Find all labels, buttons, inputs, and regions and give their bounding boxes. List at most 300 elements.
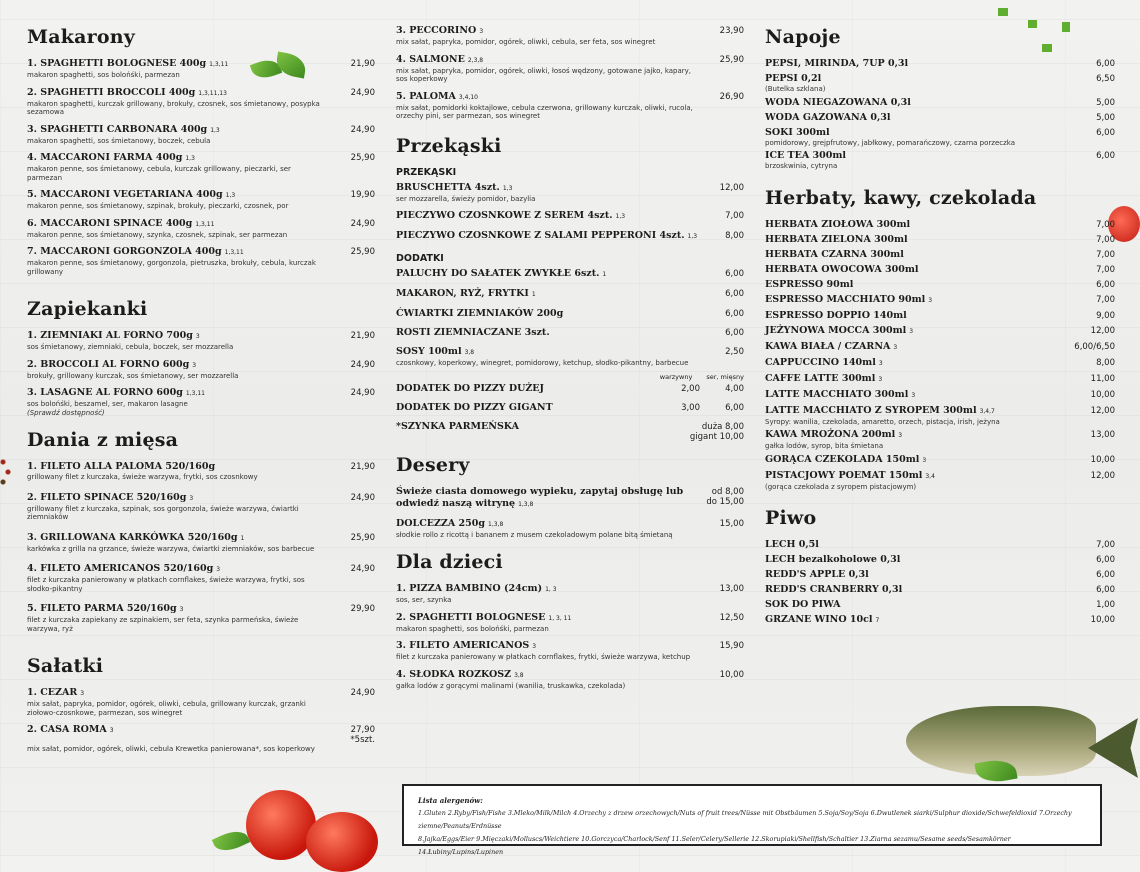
- item-price: [720, 583, 744, 595]
- item-name-text: 1. ZIEMNIAKI AL FORNO 700g: [27, 330, 193, 341]
- item-price: [1091, 614, 1115, 626]
- item-name-text: 2. FILETO SPINACE 520/160g: [27, 491, 187, 503]
- allergen-codes: 1,3,11,13: [198, 89, 227, 97]
- item-name: [765, 294, 932, 307]
- item-description: makaron spaghetti, sos bolońśki, parmezan: [396, 624, 549, 633]
- price-value: 13,00: [719, 584, 744, 594]
- price-value: 24,90: [350, 388, 375, 398]
- menu-item: [27, 532, 375, 554]
- item-name: [765, 97, 911, 109]
- item-price: [351, 58, 375, 70]
- herbaty-list: [765, 219, 1115, 492]
- item-price: [1091, 389, 1115, 401]
- price-value: 26,90: [719, 91, 744, 102]
- item-price: [351, 387, 375, 399]
- item-name: [765, 554, 900, 566]
- item-description: makaron penne, sos śmietanowy, szpinak, brokuły, pieczarki, czosnek, por: [27, 202, 289, 210]
- allergen-codes: 3,8: [464, 349, 475, 356]
- allergen-codes: 1,3: [502, 184, 513, 192]
- menu-item: [396, 486, 744, 511]
- price-value: 10,00: [719, 669, 744, 680]
- item-name: [765, 470, 935, 483]
- price-value: 27,90: [350, 725, 375, 735]
- menu-item: [396, 54, 744, 84]
- price-value: 15,90: [719, 641, 744, 651]
- menu-item: [396, 583, 744, 605]
- item-name: [396, 612, 571, 625]
- item-price: [1096, 127, 1115, 139]
- price-value: 11,00: [1090, 373, 1115, 384]
- tomatoes-decoration: [212, 782, 387, 856]
- item-price: [725, 210, 744, 222]
- allergen-codes: 3,4,10: [458, 93, 478, 101]
- price-value: 7,00: [1096, 219, 1115, 230]
- item-name-text: SOK DO PIWA: [765, 599, 841, 610]
- price-value: 6,00: [1096, 279, 1115, 290]
- menu-item: [765, 249, 1115, 261]
- price-value: od 8,00: [711, 486, 744, 497]
- item-name: [765, 58, 908, 70]
- item-description: mix sałat, papryka, pomidor, ogórek, oliwki, łosoś wędzony, gotowane jajko, kapary, sos koperkowy: [396, 66, 692, 83]
- price-value: 25,90: [350, 247, 375, 257]
- item-description: (gorąca czekolada z syropem pistacjowym): [765, 482, 917, 491]
- item-description: sos, ser, szynka: [396, 596, 452, 604]
- item-price: [1091, 429, 1115, 441]
- item-name: [27, 359, 196, 372]
- price-value: 9,00: [1096, 310, 1115, 321]
- allergen-codes: 3: [109, 727, 114, 734]
- item-price: [1096, 539, 1115, 551]
- item-description: czosnkowy, koperkowy, winegret, pomidorowy, ketchup, słodko-pikantny, barbecue: [396, 359, 689, 367]
- menu-item: [765, 234, 1115, 246]
- allergen-line-1: 1.Gluten 2.Ryby/Fish/Fishe 3.Mleko/Milk/Milch 4.Orzechy z drzew orzechowych/Nuts of fruit trees/Nüsse mit Obstbäumen 5.Soja/Soy/Soja 6.Dwutlenek siarki/Sulphur dioxide/Schwefeldioxid 7.Orzechy ziemne/Peanuts/Erdnüsse: [418, 809, 1072, 830]
- price-value: 24,90: [350, 492, 375, 503]
- item-name: [396, 518, 503, 531]
- section-title-napoje: Napoje: [765, 26, 841, 48]
- item-name: [765, 454, 926, 467]
- item-price: [351, 87, 375, 99]
- section-title-zapiekanki: Zapiekanki: [27, 298, 148, 320]
- menu-item: [765, 599, 1115, 611]
- allergen-codes: 1: [602, 271, 607, 278]
- section-title-salatki: Sałatki: [27, 655, 104, 677]
- item-price: [1096, 73, 1115, 85]
- item-price: [351, 532, 375, 544]
- item-description: sos bolońśki, beszamel, ser, makaron lasagne: [27, 400, 188, 408]
- allergen-line-2: 8.Jajka/Eggs/Eier 9.Mięczaki/Molluscs/Weichtiere 10.Gorczyca/Charlock/Senf 11.Seler/Celery/Sellerie 12.Skorupiaki/Shellfish/Schaltier 13.Ziarna sezamu/Sesame seeds/Sesamkörner 14.Łubiny/Lupins/Lupinen: [418, 835, 1011, 856]
- menu-item: [396, 612, 744, 634]
- allergen-codes: 1,3,11: [224, 249, 244, 256]
- pizza-add-row: [396, 383, 744, 395]
- item-name: [765, 389, 915, 402]
- item-description: brzoskwinia, cytryna: [765, 162, 838, 170]
- item-name: [27, 87, 227, 100]
- menu-item: [765, 150, 1115, 171]
- price-value: 7,00: [1096, 249, 1115, 260]
- price-value: 25,90: [719, 54, 744, 65]
- price-value: 21,90: [350, 462, 375, 472]
- item-price: [351, 218, 375, 230]
- item-price: [1096, 58, 1115, 70]
- item-name-text: 2. CASA ROMA: [27, 724, 107, 735]
- item-name-text: 5. PALOMA: [396, 90, 456, 102]
- price-value: 8,00: [725, 231, 744, 241]
- price-value: 5,00: [1096, 112, 1115, 123]
- menu-item: [396, 669, 744, 691]
- allergen-codes: 1, 3, 11: [548, 614, 572, 622]
- allergen-codes: 1,3: [185, 155, 195, 162]
- item-name: [765, 599, 841, 611]
- item-price: [1091, 454, 1115, 466]
- menu-item: [765, 264, 1115, 276]
- item-name: [765, 405, 995, 418]
- item-name-text: PISTACJOWY POEMAT 150ml: [765, 469, 923, 481]
- item-description: pomidorowy, grejpfrutowy, jabłkowy, pomarańczowy, czarna porzeczka: [765, 138, 1016, 147]
- piwo-list: [765, 539, 1115, 627]
- menu-item: [27, 387, 375, 417]
- menu-item: [765, 614, 1115, 627]
- price-value: 7,00: [1096, 264, 1115, 275]
- item-name-text: JEŻYNOWA MOCCA 300ml: [765, 324, 907, 336]
- price: 4,00: [725, 383, 744, 394]
- section-title-desery: Desery: [396, 453, 470, 476]
- fish-decoration: [896, 688, 1140, 788]
- item-name: [765, 219, 910, 231]
- menu-item: [765, 325, 1115, 338]
- price-value: 6,00: [725, 309, 744, 319]
- item-price: [1096, 150, 1115, 162]
- item-name-text: HERBATA CZARNA 300ml: [765, 248, 904, 260]
- allergen-codes: 1,3,11: [195, 220, 215, 228]
- price-value: 24,90: [350, 218, 375, 229]
- item-name-text: 4. FILETO AMERICANOS 520/160g: [27, 563, 214, 574]
- item-description: karkówka z grilla na grzance, świeże warzywa, ćwiartki ziemniaków, sos barbecue: [27, 544, 315, 553]
- menu-item: [765, 310, 1115, 322]
- price-value: 5,00: [1096, 97, 1115, 108]
- menu-item: [396, 288, 744, 301]
- item-description: grillowany filet z kurczaka, szpinak, sos gorgonzola, świeże warzywa, ćwiartki ziemniaków: [27, 504, 299, 521]
- item-name-text: 6. MACCARONI SPINACE 400g: [27, 217, 193, 229]
- dania-list: [27, 461, 375, 633]
- item-name-text: HERBATA OWOCOWA 300ml: [765, 263, 919, 275]
- item-price: [351, 189, 375, 201]
- item-name: [765, 73, 821, 85]
- item-name: [27, 124, 220, 137]
- item-name-text: 2. BROCCOLI AL FORNO 600g: [27, 358, 190, 370]
- item-name-text: 3. PECCORINO: [396, 25, 477, 36]
- item-price: [351, 563, 375, 575]
- item-description: mix sałat, papryka, pomidor, ogórek, oliwki, cebula, grillowany kurczak, grzanki ziołowo-czosnkowe, parmezan, sos winegret: [27, 700, 306, 717]
- item-name-text: ROSTI ZIEMNIACZANE 3szt.: [396, 327, 550, 338]
- price: duża 8,00: [701, 421, 744, 432]
- section-title-dania: Dania z mięsa: [27, 429, 179, 451]
- salatki-list-b: [396, 25, 744, 121]
- item-name-text: 3. FILETO AMERICANOS: [396, 640, 530, 651]
- item-name-text: PIECZYWO CZOSNKOWE Z SALAMI PEPPERONI 4szt.: [396, 230, 685, 241]
- item-description: sos śmietanowy, ziemniaki, cebula, boczek, ser mozzarella: [27, 343, 234, 351]
- item-price: [1096, 249, 1115, 261]
- allergen-codes: 3: [878, 375, 883, 383]
- item-name-text: PIECZYWO CZOSNKOWE Z SEREM 4szt.: [396, 210, 613, 221]
- price-value: 6,00: [1096, 151, 1115, 161]
- item-name-text: PALUCHY DO SAŁATEK ZWYKŁE 6szt.: [396, 268, 600, 279]
- item-description: makaron spaghetti, sos bolońśki, parmezan: [27, 71, 180, 79]
- item-description: Syropy: wanilia, czekolada, amaretto, orzech, pistacja, irish, jeżyna: [765, 417, 1000, 426]
- item-name: [765, 429, 902, 442]
- item-name-text: LATTE MACCHIATO 300ml: [765, 388, 909, 400]
- price-value: 12,00: [1090, 405, 1115, 416]
- menu-item: [27, 603, 375, 633]
- price-value: 6,00: [725, 289, 744, 299]
- menu-item: [765, 405, 1115, 427]
- price-value: 6,00: [1096, 585, 1115, 595]
- col-medium-label: ser, mięsny: [706, 372, 744, 381]
- price-value: 6,00: [725, 269, 744, 279]
- menu-item: [396, 210, 744, 223]
- menu-item: [765, 584, 1115, 596]
- item-name: [27, 152, 195, 165]
- item-name-text: GORĄCA CZEKOLADA 150ml: [765, 453, 920, 465]
- allergen-codes: 1: [240, 534, 245, 542]
- price-value: 29,90: [350, 604, 375, 614]
- price-value: 6,00: [1096, 127, 1115, 138]
- item-name-text: ĆWIARTKI ZIEMNIAKÓW 200g: [396, 308, 564, 319]
- item-name: [27, 687, 84, 700]
- salatki-list-a: [27, 687, 375, 754]
- allergen-codes: 1,3: [210, 126, 220, 134]
- pizza-add-name: DODATEK DO PIZZY GIGANT: [396, 401, 553, 413]
- item-note: (Sprawdź dostępność): [27, 408, 105, 417]
- allergen-list: [402, 784, 1102, 856]
- allergen-codes: 3: [893, 343, 898, 351]
- col-small-label: warzywny: [659, 372, 693, 381]
- item-name-text: 1. PIZZA BAMBINO (24cm): [396, 583, 543, 594]
- item-price: [725, 308, 744, 320]
- item-name-text: 2. SPAGHETTI BOLOGNESE: [396, 611, 546, 623]
- menu-item: [765, 454, 1115, 467]
- menu-item: [396, 268, 744, 281]
- item-description: makaron penne, sos śmietanowy, gorgonzola, pietruszka, brokuły, cebula, kurczak grillowany: [27, 259, 316, 276]
- item-price: [725, 268, 744, 280]
- menu-item: [765, 429, 1115, 451]
- pizza-add-row: [396, 402, 744, 414]
- allergen-codes: 3: [192, 361, 197, 369]
- item-description: słodkie rollo z ricottą i bananem z musem czekoladowym polane bitą śmietaną: [396, 530, 673, 539]
- item-name: [396, 210, 625, 223]
- item-price: [1091, 470, 1115, 482]
- item-name-text: MAKARON, RYŻ, FRYTKI: [396, 288, 529, 299]
- price-value: 12,50: [719, 612, 744, 623]
- item-price: [1096, 279, 1115, 291]
- zapiekanki-list: [27, 330, 375, 417]
- item-name: [396, 583, 557, 596]
- menu-item: [27, 124, 375, 146]
- item-name: [765, 112, 891, 124]
- price-value: 10,00: [1090, 454, 1115, 465]
- item-name: [396, 25, 483, 38]
- item-price: [725, 230, 744, 242]
- menu-item: [27, 87, 375, 117]
- menu-item: [27, 687, 375, 717]
- item-name-text: SOKI 300ml: [765, 126, 830, 138]
- item-price: [350, 725, 375, 745]
- column-left: [27, 18, 375, 761]
- item-name-text: 3. SPAGHETTI CARBONARA 400g: [27, 123, 208, 135]
- item-name-text: 5. MACCARONI VEGETARIANA 400g: [27, 189, 223, 200]
- item-name: [396, 288, 536, 301]
- item-name: [27, 603, 184, 616]
- menu-item: [27, 724, 375, 754]
- menu-item: [765, 97, 1115, 109]
- allergen-codes: 1,3,8: [518, 500, 534, 508]
- item-price: [351, 461, 375, 473]
- item-price: [1091, 405, 1115, 417]
- allergen-codes: 3: [922, 456, 927, 464]
- item-name: [27, 189, 235, 202]
- price-value: 12,00: [719, 182, 744, 193]
- item-name: [396, 268, 606, 281]
- menu-item: [765, 554, 1115, 566]
- item-price: [351, 246, 375, 258]
- item-price: [720, 640, 744, 652]
- item-description: gałka lodów, syrop, bita śmietana: [765, 442, 884, 450]
- item-price: [720, 91, 744, 103]
- item-name-text: KAWA BIAŁA / CZARNA: [765, 340, 891, 352]
- item-name: [27, 330, 200, 343]
- item-name-text: DOLCEZZA 250g: [396, 517, 486, 529]
- item-price: [1091, 325, 1115, 337]
- item-price: [351, 492, 375, 504]
- section-title-przekaski: Przekąski: [396, 134, 502, 157]
- item-price: [1096, 112, 1115, 124]
- column-middle: [396, 25, 744, 697]
- desery-list: [396, 486, 744, 540]
- price-value: 6,00: [1096, 570, 1115, 580]
- item-description: makaron spaghetti, kurczak grillowany, brokuły, czosnek, sos śmietanowy, posypka sezamowa: [27, 99, 320, 116]
- price: 2,00: [681, 383, 700, 394]
- menu-item: [27, 218, 375, 240]
- menu-item: [396, 518, 744, 540]
- item-price: [720, 612, 744, 624]
- price-value: 6,00: [1096, 555, 1115, 565]
- menu-item: [396, 25, 744, 47]
- item-price: [1096, 234, 1115, 246]
- menu-item: [396, 346, 744, 368]
- menu-item: [765, 357, 1115, 370]
- price-value: 24,90: [350, 124, 375, 135]
- item-price: [1096, 584, 1115, 596]
- pepper-decoration: [0, 458, 12, 488]
- item-description: makaron penne, sos śmietanowy, szynka, czosnek, szpinak, ser parmezan: [27, 230, 288, 239]
- item-price: [351, 152, 375, 164]
- item-description: filet z kurczaka panierowany w płatkach cornflakes, frytki, świeże warzywa, ketchup: [396, 653, 691, 661]
- menu-item: [765, 341, 1115, 354]
- item-name-text: ESPRESSO 90ml: [765, 278, 854, 290]
- item-name: [765, 357, 883, 370]
- price: gigant 10,00: [689, 431, 744, 442]
- allergen-codes: 1, 3: [545, 586, 557, 593]
- item-name-text: LECH 0,5l: [765, 539, 819, 550]
- item-name-text: CAFFE LATTE 300ml: [765, 372, 876, 384]
- item-name: [765, 264, 919, 276]
- item-name: [396, 486, 706, 511]
- item-name-text: 1. CEZAR: [27, 687, 78, 698]
- menu-item: [396, 327, 744, 339]
- menu-item: [765, 73, 1115, 94]
- item-price: [351, 359, 375, 371]
- price-value: 10,00: [1090, 389, 1115, 400]
- menu-item: [765, 569, 1115, 581]
- price-value: 6,50: [1096, 74, 1115, 84]
- item-price: [720, 518, 744, 530]
- price-value: 24,90: [350, 87, 375, 98]
- item-name: [765, 249, 904, 261]
- item-name-text: ESPRESSO MACCHIATO 90ml: [765, 293, 926, 305]
- menu-item: [396, 640, 744, 662]
- item-name-text: LATTE MACCHIATO Z SYROPEM 300ml: [765, 404, 977, 416]
- item-name: [396, 327, 550, 339]
- item-description: filet z kurczaka panierowany w płatkach cornflakes, świeże warzywa, frytki, sos słodko-pikantny: [27, 576, 305, 593]
- item-description: ser mozzarella, świeży pomidor, bazylia: [396, 194, 536, 203]
- item-price: [1096, 357, 1115, 369]
- allergen-codes: 3: [479, 28, 484, 35]
- menu-item: [27, 58, 375, 80]
- menu-item: [27, 152, 375, 182]
- item-name: [765, 614, 879, 627]
- price-value: 24,90: [350, 359, 375, 370]
- allergen-codes: 1: [531, 291, 536, 298]
- price-value: 6,00: [1096, 59, 1115, 69]
- item-price: [706, 487, 744, 507]
- item-name: [765, 325, 913, 338]
- item-price: [720, 669, 744, 681]
- section-title-dzieci: Dla dzieci: [396, 551, 503, 573]
- dodatki-list: [396, 268, 744, 368]
- item-name: [396, 182, 512, 195]
- allergen-codes: 2,3,8: [467, 56, 484, 64]
- price-value-2: *5szt.: [350, 735, 375, 745]
- item-price: [725, 327, 744, 339]
- item-price: [725, 346, 744, 358]
- item-description: (Butelka szklana): [765, 85, 826, 93]
- item-name: [765, 127, 830, 139]
- column-right: [765, 18, 1115, 630]
- item-price: [1096, 599, 1115, 611]
- price-value: 25,90: [350, 532, 375, 543]
- pizza-add-columns: [396, 373, 744, 381]
- allergen-codes: 3: [189, 494, 194, 502]
- menu-item: [765, 112, 1115, 124]
- price-value: 19,90: [350, 190, 375, 200]
- item-name: [765, 569, 869, 581]
- menu-item: [396, 230, 744, 243]
- item-name-text: BRUSCHETTA 4szt.: [396, 181, 500, 193]
- allergen-codes: 3,4,7: [979, 407, 995, 415]
- item-name-text: 7. MACCARONI GORGONZOLA 400g: [27, 246, 222, 257]
- item-name: [27, 461, 215, 473]
- price-value: 12,00: [1090, 470, 1115, 481]
- item-name: [765, 539, 819, 551]
- item-name-text: 3. GRILLOWANA KARKÓWKA 520/160g: [27, 531, 238, 543]
- dzieci-list: [396, 583, 744, 690]
- item-name-text: 4. MACCARONI FARMA 400g: [27, 152, 183, 163]
- item-name: [396, 54, 483, 67]
- item-name: [396, 669, 524, 682]
- item-name: [396, 308, 563, 320]
- allergen-codes: 3: [928, 296, 933, 304]
- item-price: [725, 288, 744, 300]
- item-name-text: REDD'S APPLE 0,3l: [765, 569, 869, 580]
